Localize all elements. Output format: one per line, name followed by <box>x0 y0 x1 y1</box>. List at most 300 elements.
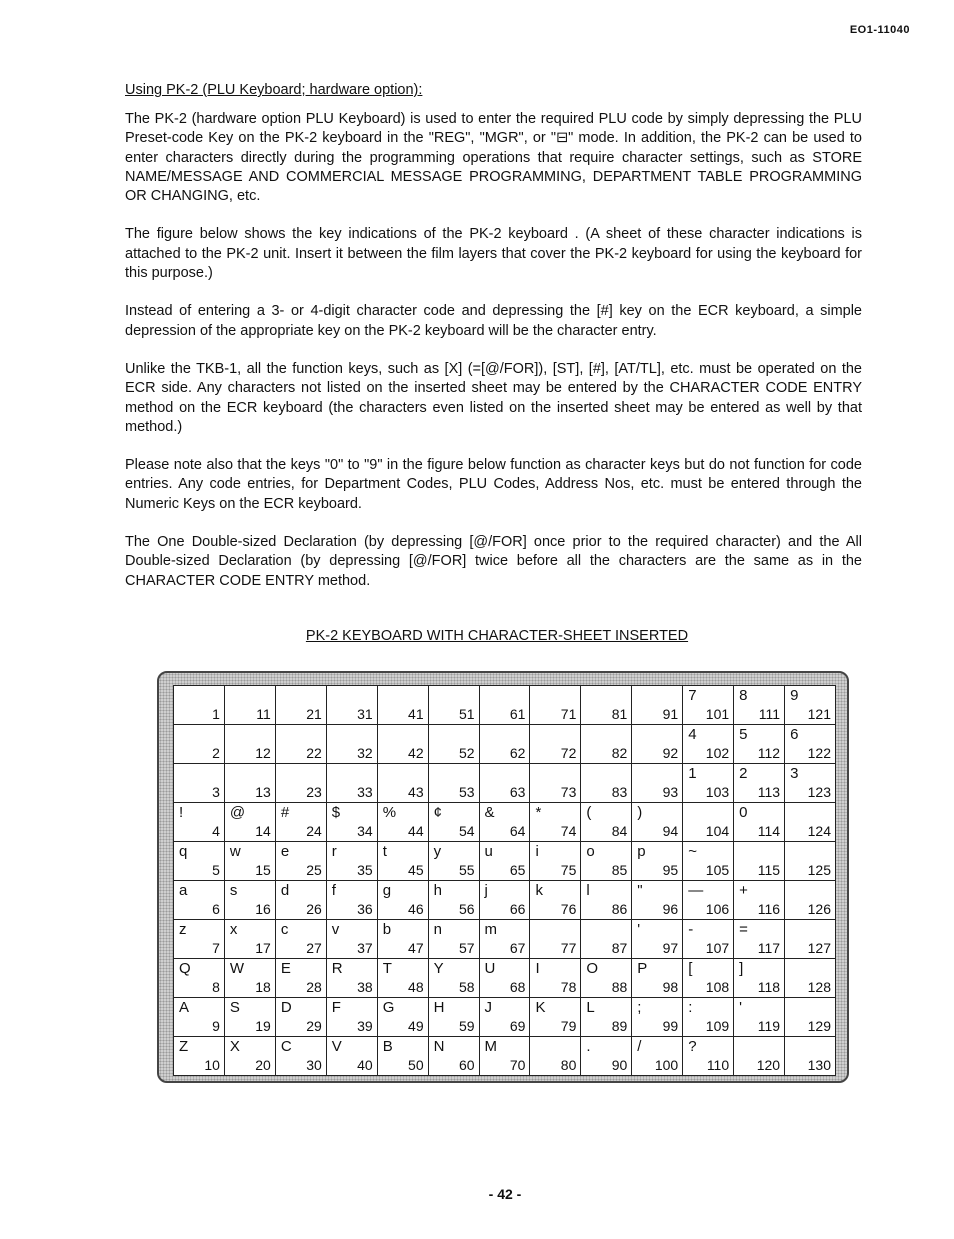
key-cell <box>734 842 785 881</box>
key-code: 102 <box>705 745 730 761</box>
key-cell <box>581 1037 632 1076</box>
key-code: 108 <box>705 979 730 995</box>
key-cell <box>377 842 428 881</box>
key-cell <box>785 803 836 842</box>
key-cell <box>683 1037 734 1076</box>
key-character: y <box>433 843 442 860</box>
key-cell <box>174 998 225 1037</box>
key-row <box>174 725 836 764</box>
key-cell <box>632 764 683 803</box>
key-code: 25 <box>306 862 322 878</box>
key-cell <box>734 920 785 959</box>
key-character: b <box>382 921 392 938</box>
key-cell <box>174 881 225 920</box>
key-code: 76 <box>560 901 577 917</box>
key-cell <box>785 998 836 1037</box>
key-code: 117 <box>757 940 781 956</box>
key-row <box>174 881 836 920</box>
key-code: 42 <box>408 745 424 761</box>
key-code: 67 <box>509 940 526 956</box>
key-cell <box>377 1037 428 1076</box>
key-code: 71 <box>560 706 577 722</box>
key-character: J <box>484 999 493 1016</box>
key-cell <box>581 920 632 959</box>
key-cell <box>581 725 632 764</box>
key-cell <box>275 998 326 1037</box>
key-character: T <box>382 960 392 977</box>
key-code: 46 <box>408 901 424 917</box>
key-code: 41 <box>408 706 424 722</box>
key-code: 59 <box>458 1018 475 1034</box>
key-cell <box>581 881 632 920</box>
key-code: 7 <box>212 940 220 956</box>
key-code: 126 <box>807 901 831 917</box>
key-cell <box>377 959 428 998</box>
key-cell <box>632 803 683 842</box>
key-code: 57 <box>458 940 475 956</box>
key-character: ) <box>637 804 643 821</box>
key-row <box>174 803 836 842</box>
key-code: 12 <box>255 745 271 761</box>
key-code: 27 <box>306 940 322 956</box>
key-character: % <box>382 804 397 821</box>
key-code: 94 <box>662 823 679 839</box>
key-cell <box>530 920 581 959</box>
key-character: ? <box>688 1038 697 1055</box>
key-code: 65 <box>509 862 526 878</box>
key-character: v <box>331 921 340 938</box>
key-character: * <box>535 804 542 821</box>
key-cell <box>428 881 479 920</box>
key-cell <box>683 920 734 959</box>
key-code: 114 <box>757 823 781 839</box>
key-cell <box>479 686 530 725</box>
key-code: 48 <box>408 979 424 995</box>
key-code: 70 <box>509 1057 526 1073</box>
key-cell <box>734 998 785 1037</box>
key-cell <box>530 764 581 803</box>
key-cell <box>581 842 632 881</box>
key-code: 49 <box>408 1018 424 1034</box>
key-character: H <box>433 999 445 1016</box>
key-character: r <box>331 843 337 860</box>
key-character: U <box>484 960 496 977</box>
key-character: 7 <box>688 687 697 704</box>
key-character: 5 <box>739 726 748 743</box>
key-cell <box>530 998 581 1037</box>
key-cell <box>785 686 836 725</box>
key-code: 31 <box>357 706 373 722</box>
key-character: g <box>382 882 392 899</box>
key-code: 93 <box>662 784 679 800</box>
key-cell <box>326 686 377 725</box>
key-character: h <box>433 882 442 899</box>
key-cell <box>428 803 479 842</box>
key-character: x <box>229 921 238 938</box>
key-code: 104 <box>705 823 730 839</box>
key-row <box>174 764 836 803</box>
key-cell <box>377 803 428 842</box>
key-character: W <box>229 960 245 977</box>
key-code: 86 <box>611 901 628 917</box>
key-character: o <box>586 843 595 860</box>
key-row <box>174 1037 836 1076</box>
key-cell <box>326 842 377 881</box>
key-character: = <box>739 921 748 938</box>
key-character: u <box>484 843 493 860</box>
key-code: 16 <box>255 901 271 917</box>
key-code: 98 <box>662 979 679 995</box>
key-code: 85 <box>611 862 628 878</box>
key-character: ~ <box>688 843 697 860</box>
key-code: 80 <box>560 1057 577 1073</box>
key-cell <box>785 725 836 764</box>
key-cell <box>632 959 683 998</box>
key-cell <box>683 803 734 842</box>
key-code: 75 <box>560 862 577 878</box>
paragraph-intro: The PK-2 (hardware option PLU Keyboard) is used to enter the required PLU code by simply depressing the PLU Preset-code Key on the PK-2 keyboard in the "REG", "MGR", or "⊟" mode. In addition, the PK-2 can be used to enter characters directly during the programming operations that require character settings, such as STORE NAME/MESSAGE AND COMMERCIAL MESSAGE PROGRAMMING, DEPARTMENT TABLE PROGRAMMING OR CHANGING, etc. <box>125 111 862 205</box>
key-code: 52 <box>458 745 475 761</box>
key-code: 26 <box>306 901 322 917</box>
key-character: — <box>688 882 704 899</box>
key-cell <box>224 881 275 920</box>
key-cell <box>785 920 836 959</box>
key-code: 115 <box>757 862 781 878</box>
key-character: B <box>382 1038 393 1055</box>
key-cell <box>632 725 683 764</box>
key-code: 10 <box>204 1057 220 1073</box>
key-code: 55 <box>458 862 475 878</box>
key-code: 17 <box>255 940 271 956</box>
key-cell <box>174 764 225 803</box>
key-character: L <box>586 999 595 1016</box>
key-code: 38 <box>357 979 373 995</box>
key-character: / <box>637 1038 642 1055</box>
key-character: ] <box>739 960 744 977</box>
key-cell <box>530 1037 581 1076</box>
key-code: 127 <box>807 940 831 956</box>
key-character: 2 <box>739 765 748 782</box>
key-row <box>174 686 836 725</box>
key-character: - <box>688 921 694 938</box>
key-code: 56 <box>458 901 475 917</box>
key-code: 47 <box>408 940 424 956</box>
key-cell <box>479 725 530 764</box>
key-code: 91 <box>662 706 679 722</box>
key-character: m <box>484 921 498 938</box>
key-cell <box>530 686 581 725</box>
key-character: O <box>586 960 599 977</box>
key-cell <box>632 881 683 920</box>
key-code: 34 <box>357 823 373 839</box>
key-character: i <box>535 843 539 860</box>
key-cell <box>632 920 683 959</box>
key-code: 39 <box>357 1018 373 1034</box>
paragraph-function-keys: Unlike the TKB-1, all the function keys, such as [X] (=[@/FOR]), [ST], [#], [AT/TL], etc. must be operated on the ECR side. Any characters not listed on the inserted sheet may be entered by the CHARACTER CODE ENTRY method on the ECR keyboard (the characters even listed on the inserted sheet may be entered as well by that method.) <box>125 360 862 435</box>
key-character: d <box>280 882 290 899</box>
key-code: 87 <box>611 940 628 956</box>
key-code: 54 <box>458 823 475 839</box>
key-cell <box>174 1037 225 1076</box>
key-code: 116 <box>757 901 781 917</box>
key-code: 130 <box>807 1057 831 1073</box>
key-code: 119 <box>757 1018 781 1034</box>
key-code: 14 <box>255 823 271 839</box>
key-cell <box>428 998 479 1037</box>
key-character: e <box>280 843 290 860</box>
key-code: 32 <box>357 745 373 761</box>
key-code: 78 <box>560 979 577 995</box>
key-code: 29 <box>306 1018 322 1034</box>
key-cell <box>785 881 836 920</box>
key-character: [ <box>688 960 693 977</box>
key-cell <box>734 881 785 920</box>
key-cell <box>275 686 326 725</box>
key-code: 53 <box>458 784 475 800</box>
key-code: 88 <box>611 979 628 995</box>
paragraph-double-sized: The One Double-sized Declaration (by depressing [@/FOR] once prior to the required character) and the All Double-sized Declaration (by depressing [@/FOR] twice before all the characters are the same as in the CHARACTER CODE ENTRY method. <box>125 534 862 589</box>
key-character: P <box>637 960 648 977</box>
key-cell <box>785 842 836 881</box>
key-code: 33 <box>357 784 373 800</box>
key-cell <box>734 803 785 842</box>
key-code: 101 <box>705 706 730 722</box>
key-cell <box>377 686 428 725</box>
key-character: 1 <box>688 765 697 782</box>
key-code: 3 <box>212 784 220 800</box>
key-code: 61 <box>509 706 526 722</box>
key-code: 69 <box>509 1018 526 1034</box>
key-character: S <box>229 999 240 1016</box>
key-character: A <box>179 999 190 1016</box>
key-code: 99 <box>662 1018 679 1034</box>
key-code: 64 <box>509 823 526 839</box>
key-character: " <box>637 882 643 899</box>
key-character: 3 <box>790 765 799 782</box>
key-code: 90 <box>611 1057 628 1073</box>
key-code: 50 <box>408 1057 424 1073</box>
key-code: 58 <box>458 979 475 995</box>
key-code: 113 <box>757 784 781 800</box>
key-cell <box>326 998 377 1037</box>
key-cell <box>428 842 479 881</box>
key-cell <box>224 959 275 998</box>
key-character: ' <box>739 999 743 1016</box>
key-code: 22 <box>306 745 322 761</box>
key-code: 36 <box>357 901 373 917</box>
key-cell <box>377 881 428 920</box>
key-character: Z <box>179 1038 189 1055</box>
section-heading: Using PK-2 (PLU Keyboard; hardware option): <box>125 82 423 98</box>
key-cell <box>428 686 479 725</box>
key-code: 60 <box>458 1057 475 1073</box>
key-character: f <box>331 882 336 899</box>
body-text <box>125 110 862 610</box>
key-cell <box>479 842 530 881</box>
key-code: 23 <box>306 784 322 800</box>
key-code: 19 <box>255 1018 271 1034</box>
key-cell <box>734 686 785 725</box>
key-code: 9 <box>212 1018 220 1034</box>
key-code: 129 <box>807 1018 831 1034</box>
key-cell <box>683 725 734 764</box>
key-code: 62 <box>509 745 526 761</box>
key-code: 37 <box>357 940 373 956</box>
key-code: 20 <box>255 1057 271 1073</box>
key-cell <box>377 998 428 1037</box>
key-cell <box>174 686 225 725</box>
key-cell <box>734 1037 785 1076</box>
key-cell <box>224 725 275 764</box>
key-code: 89 <box>611 1018 628 1034</box>
key-character: ; <box>637 999 642 1016</box>
key-character: # <box>280 804 290 821</box>
key-character: n <box>433 921 442 938</box>
key-code: 77 <box>560 940 577 956</box>
key-cell <box>479 881 530 920</box>
key-character: 8 <box>739 687 748 704</box>
key-code: 5 <box>212 862 220 878</box>
key-code: 123 <box>807 784 831 800</box>
key-code: 4 <box>212 823 220 839</box>
key-character: : <box>688 999 693 1016</box>
key-character: ( <box>586 804 592 821</box>
key-code: 125 <box>807 862 831 878</box>
key-cell <box>581 959 632 998</box>
key-character: Q <box>179 960 191 977</box>
key-cell <box>632 686 683 725</box>
key-cell <box>785 1037 836 1076</box>
key-cell <box>581 803 632 842</box>
key-code: 2 <box>212 745 220 761</box>
keyboard-key-grid <box>173 685 836 1076</box>
key-cell <box>275 1037 326 1076</box>
key-cell <box>479 764 530 803</box>
key-character: . <box>586 1038 591 1055</box>
key-character: @ <box>229 804 246 821</box>
key-code: 63 <box>509 784 526 800</box>
key-character: N <box>433 1038 445 1055</box>
key-cell <box>174 920 225 959</box>
key-character: p <box>637 843 646 860</box>
key-code: 15 <box>255 862 271 878</box>
key-code: 35 <box>357 862 373 878</box>
paragraph-figure-note: The figure below shows the key indications of the PK-2 keyboard . (A sheet of these character indications is attached to the PK-2 unit. Insert it between the film layers that cover the PK-2 keyboard for using the keyboard for this purpose.) <box>125 226 862 282</box>
key-cell <box>326 920 377 959</box>
key-character: l <box>586 882 590 899</box>
key-code: 81 <box>611 706 628 722</box>
key-character: X <box>229 1038 240 1055</box>
key-cell <box>377 920 428 959</box>
paragraph-numeric-keys: Please note also that the keys "0" to "9" in the figure below function as character keys but do not function for code entries. Any code entries, for Department Codes, PLU Codes, Address Nos, etc. must be entered through the Numeric Keys on the ECR keyboard. <box>125 457 862 512</box>
key-character: Y <box>433 960 444 977</box>
key-cell <box>326 803 377 842</box>
key-code: 111 <box>758 706 781 722</box>
key-character: R <box>331 960 343 977</box>
key-cell <box>530 881 581 920</box>
key-code: 120 <box>756 1057 781 1073</box>
key-code: 121 <box>807 706 831 722</box>
key-cell <box>326 881 377 920</box>
key-code: 72 <box>560 745 577 761</box>
key-character: ! <box>179 804 184 821</box>
key-code: 21 <box>306 706 322 722</box>
key-code: 79 <box>560 1018 577 1034</box>
key-code: 107 <box>705 940 730 956</box>
key-cell <box>530 803 581 842</box>
key-character: w <box>229 843 241 860</box>
key-code: 68 <box>509 979 526 995</box>
paragraph-character-entry: Instead of entering a 3- or 4-digit character code and depressing the [#] key on the ECR keyboard, a simple depression of the appropriate key on the PK-2 keyboard will be the character entry. <box>125 303 862 339</box>
key-character: $ <box>331 804 341 821</box>
key-cell <box>174 959 225 998</box>
key-cell <box>326 725 377 764</box>
key-cell <box>581 686 632 725</box>
key-code: 28 <box>306 979 322 995</box>
key-code: 24 <box>306 823 322 839</box>
key-cell <box>428 920 479 959</box>
key-character: 0 <box>739 804 748 821</box>
key-cell <box>224 1037 275 1076</box>
key-code: 103 <box>705 784 730 800</box>
key-code: 73 <box>560 784 577 800</box>
key-character: F <box>331 999 341 1016</box>
key-cell <box>326 764 377 803</box>
key-code: 82 <box>611 745 628 761</box>
key-code: 45 <box>408 862 424 878</box>
key-cell <box>275 725 326 764</box>
key-code: 11 <box>256 706 271 722</box>
key-cell <box>632 842 683 881</box>
key-cell <box>683 686 734 725</box>
key-cell <box>479 959 530 998</box>
key-code: 51 <box>458 706 475 722</box>
key-character: 6 <box>790 726 799 743</box>
key-cell <box>785 959 836 998</box>
key-code: 97 <box>662 940 679 956</box>
key-cell <box>632 1037 683 1076</box>
key-code: 30 <box>306 1057 322 1073</box>
key-cell <box>174 842 225 881</box>
key-character: E <box>280 960 291 977</box>
key-character: ¢ <box>433 804 442 821</box>
key-cell <box>683 998 734 1037</box>
key-code: 84 <box>611 823 628 839</box>
key-character: G <box>382 999 395 1016</box>
key-cell <box>581 998 632 1037</box>
key-cell <box>683 959 734 998</box>
key-character: M <box>484 1038 498 1055</box>
key-code: 122 <box>807 745 831 761</box>
key-cell <box>428 959 479 998</box>
key-cell <box>785 764 836 803</box>
key-code: 109 <box>705 1018 730 1034</box>
key-character: V <box>331 1038 342 1055</box>
key-character: c <box>280 921 289 938</box>
key-code: 128 <box>807 979 831 995</box>
key-code: 105 <box>705 862 730 878</box>
key-cell <box>275 842 326 881</box>
key-character: & <box>484 804 495 821</box>
key-code: 100 <box>654 1057 679 1073</box>
key-cell <box>479 998 530 1037</box>
key-character: k <box>535 882 543 899</box>
key-code: 40 <box>357 1057 373 1073</box>
key-cell <box>428 764 479 803</box>
key-cell <box>428 1037 479 1076</box>
key-cell <box>479 803 530 842</box>
key-code: 83 <box>611 784 628 800</box>
